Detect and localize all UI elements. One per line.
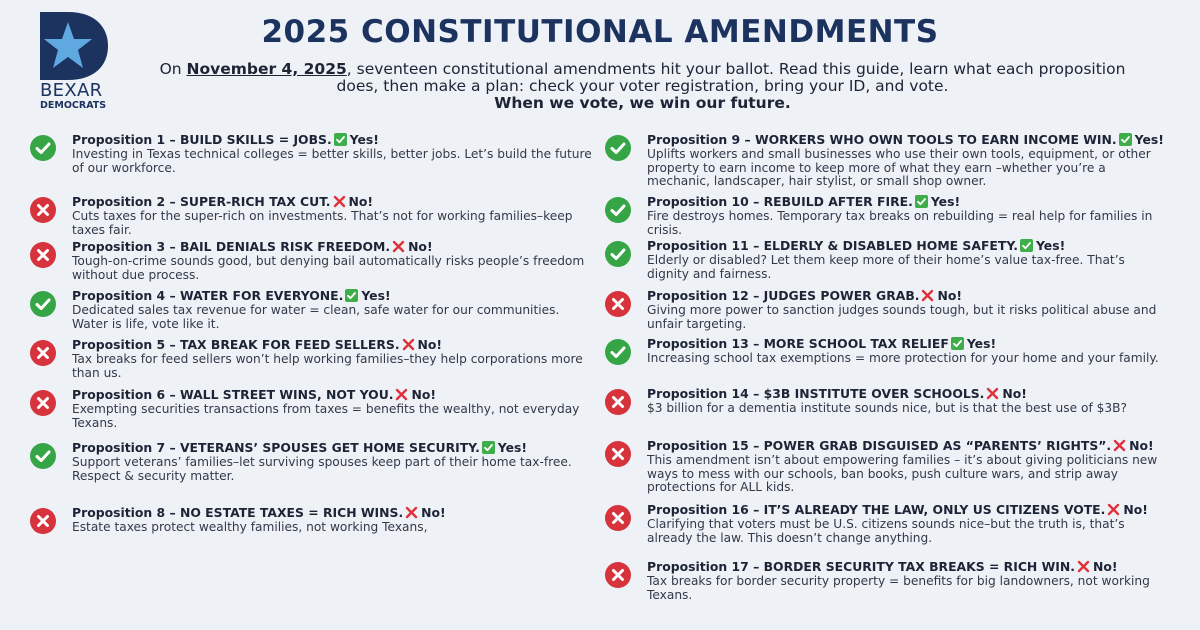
proposition-title [647, 439, 1187, 453]
proposition-title-text: Proposition 17 – BORDER SECURITY TAX BREAKS = RICH WIN. [647, 559, 1075, 574]
check-circle-icon [605, 241, 631, 267]
proposition-title [72, 240, 612, 254]
cross-mark-icon [405, 506, 418, 519]
proposition-title [647, 503, 1187, 517]
proposition-title-text: Proposition 10 – REBUILD AFTER FIRE. [647, 194, 913, 209]
cross-mark-icon [921, 289, 934, 302]
proposition-title-text: Proposition 3 – BAIL DENIALS RISK FREEDOM. [72, 239, 391, 254]
x-circle-icon [605, 291, 631, 317]
vote-recommendation: No! [1092, 559, 1118, 574]
vote-recommendation: Yes! [497, 440, 528, 455]
proposition-title [647, 195, 1187, 209]
proposition-description: Support veterans’ families–let surviving spouses keep part of their home tax-free. Respect & security matter. [72, 455, 572, 483]
cross-mark-icon [402, 338, 415, 351]
proposition-description: Estate taxes protect wealthy families, not working Texans, [72, 520, 428, 534]
x-circle-icon [605, 562, 631, 588]
check-circle-icon [30, 135, 56, 161]
check-circle-icon [30, 291, 56, 317]
proposition-description: This amendment isn’t about empowering families – it’s about giving politicians new ways to mess with our schools, ban books, push culture wars, and strip away protections for ALL kids. [647, 453, 1158, 494]
vote-recommendation: Yes! [1035, 238, 1066, 253]
vote-recommendation: Yes! [930, 194, 961, 209]
proposition-title-text: Proposition 9 – WORKERS WHO OWN TOOLS TO EARN INCOME WIN. [647, 132, 1117, 147]
proposition-title-text: Proposition 1 – BUILD SKILLS = JOBS. [72, 132, 332, 147]
x-circle-icon [605, 505, 631, 531]
check-circle-icon [605, 339, 631, 365]
check-box-icon [482, 441, 495, 454]
logo-text-bexar: BEXAR [40, 80, 103, 101]
proposition-description: Elderly or disabled? Let them keep more of their home’s value tax-free. That’s dignity and fairness. [647, 253, 1125, 281]
x-circle-icon [30, 508, 56, 534]
cross-mark-icon [1107, 503, 1120, 516]
proposition-title-text: Proposition 2 – SUPER-RICH TAX CUT. [72, 194, 331, 209]
x-circle-icon [30, 197, 56, 223]
check-box-icon [334, 133, 347, 146]
proposition-title [72, 338, 612, 352]
check-circle-icon [30, 443, 56, 469]
proposition-description: Dedicated sales tax revenue for water = clean, safe water for our communities. Water is life, vote like it. [72, 303, 560, 331]
proposition-title-text: Proposition 14 – $3B INSTITUTE OVER SCHOOLS. [647, 386, 985, 401]
proposition-title-text: Proposition 16 – IT’S ALREADY THE LAW, ONLY US CITIZENS VOTE. [647, 502, 1106, 517]
x-circle-icon [30, 340, 56, 366]
proposition-title [647, 560, 1187, 574]
proposition-title [647, 337, 1187, 351]
proposition-title-text: Proposition 12 – JUDGES POWER GRAB. [647, 288, 920, 303]
cross-mark-icon [392, 240, 405, 253]
vote-recommendation: No! [408, 239, 433, 254]
page-title: 2025 CONSTITUTIONAL AMENDMENTS [261, 14, 939, 50]
proposition-title-text: Proposition 5 – TAX BREAK FOR FEED SELLERS. [72, 337, 400, 352]
proposition-description: Tax breaks for border security property = benefits for big landowners, not working Texans. [647, 574, 1150, 602]
intro-after: , seventeen constitutional amendments hit your ballot. Read this guide, learn what each proposition does, then make a plan: check your voter registration, bring your ID, and vote. [336, 60, 1126, 95]
proposition-title [72, 388, 612, 402]
proposition-title [72, 441, 612, 455]
proposition-title [647, 387, 1187, 401]
check-box-icon [951, 337, 964, 350]
check-box-icon [1119, 133, 1132, 146]
vote-recommendation: No! [348, 194, 374, 209]
proposition-description: Increasing school tax exemptions = more protection for your home and your family. [647, 351, 1159, 365]
proposition-title [72, 289, 612, 303]
proposition-title [647, 289, 1187, 303]
proposition-title-text: Proposition 7 – VETERANS’ SPOUSES GET HOME SECURITY. [72, 440, 480, 455]
vote-recommendation: No! [421, 505, 446, 520]
intro-text [140, 61, 1145, 112]
check-circle-icon [605, 135, 631, 161]
intro-before: On [159, 60, 187, 78]
x-circle-icon [605, 441, 631, 467]
proposition-title-text: Proposition 15 – POWER GRAB DISGUISED AS “PARENTS’ RIGHTS”. [647, 438, 1112, 453]
tagline: When we vote, we win our future. [494, 94, 791, 112]
cross-mark-icon [986, 387, 999, 400]
x-circle-icon [30, 242, 56, 268]
cross-mark-icon [1113, 439, 1126, 452]
cross-mark-icon [1077, 560, 1090, 573]
election-date: November 4, 2025 [186, 60, 347, 78]
check-circle-icon [605, 197, 631, 223]
proposition-description: Investing in Texas technical colleges = better skills, better jobs. Let’s build the future of our workforce. [72, 147, 592, 175]
vote-recommendation: No! [1129, 438, 1154, 453]
proposition-description: $3 billion for a dementia institute sounds nice, but is that the best use of $3B? [647, 401, 1127, 415]
cross-mark-icon [333, 195, 346, 208]
vote-recommendation: Yes! [349, 132, 379, 147]
check-box-icon [345, 289, 358, 302]
proposition-description: Fire destroys homes. Temporary tax breaks on rebuilding = real help for families in crisis. [647, 209, 1153, 237]
check-box-icon [1020, 239, 1033, 252]
logo-text-democrats: DEMOCRATS [40, 100, 107, 111]
cross-mark-icon [395, 388, 408, 401]
check-box-icon [915, 195, 928, 208]
proposition-description: Clarifying that voters must be U.S. citizens sounds nice–but the truth is, that’s already the law. This doesn’t change anything. [647, 517, 1125, 545]
vote-recommendation: No! [937, 288, 963, 303]
proposition-title-text: Proposition 6 – WALL STREET WINS, NOT YOU. [72, 387, 394, 402]
vote-recommendation: No! [1002, 386, 1027, 401]
proposition-title-text: Proposition 13 – MORE SCHOOL TAX RELIEF [647, 336, 949, 351]
vote-recommendation: No! [1123, 502, 1148, 517]
proposition-title [72, 133, 612, 147]
proposition-title-text: Proposition 11 – ELDERLY & DISABLED HOME SAFETY. [647, 238, 1018, 253]
proposition-title [72, 506, 612, 520]
proposition-title-text: Proposition 8 – NO ESTATE TAXES = RICH WINS. [72, 505, 404, 520]
vote-recommendation: Yes! [1134, 132, 1164, 147]
x-circle-icon [30, 390, 56, 416]
proposition-description: Giving more power to sanction judges sounds tough, but it risks political abuse and unfair targeting. [647, 303, 1157, 331]
proposition-description: Uplifts workers and small businesses who use their own tools, equipment, or other property to earn income to keep more of what they earn –whether you’re a mechanic, landscaper, hair stylist, or small shop owner. [647, 147, 1151, 188]
proposition-title [647, 133, 1187, 147]
proposition-description: Cuts taxes for the super-rich on investments. That’s not for working families–keep taxes fair. [72, 209, 573, 237]
proposition-title [647, 239, 1187, 253]
proposition-title [72, 195, 612, 209]
x-circle-icon [605, 389, 631, 415]
proposition-description: Exempting securities transactions from taxes = benefits the wealthy, not everyday Texans. [72, 402, 580, 430]
proposition-description: Tax breaks for feed sellers won’t help working families–they help corporations more than us. [72, 352, 583, 380]
proposition-title-text: Proposition 4 – WATER FOR EVERYONE. [72, 288, 344, 303]
vote-recommendation: Yes! [966, 336, 997, 351]
vote-recommendation: Yes! [361, 288, 391, 303]
vote-recommendation: No! [411, 387, 437, 402]
vote-recommendation: No! [417, 337, 443, 352]
proposition-description: Tough-on-crime sounds good, but denying bail automatically risks people’s freedom without due process. [72, 254, 585, 282]
